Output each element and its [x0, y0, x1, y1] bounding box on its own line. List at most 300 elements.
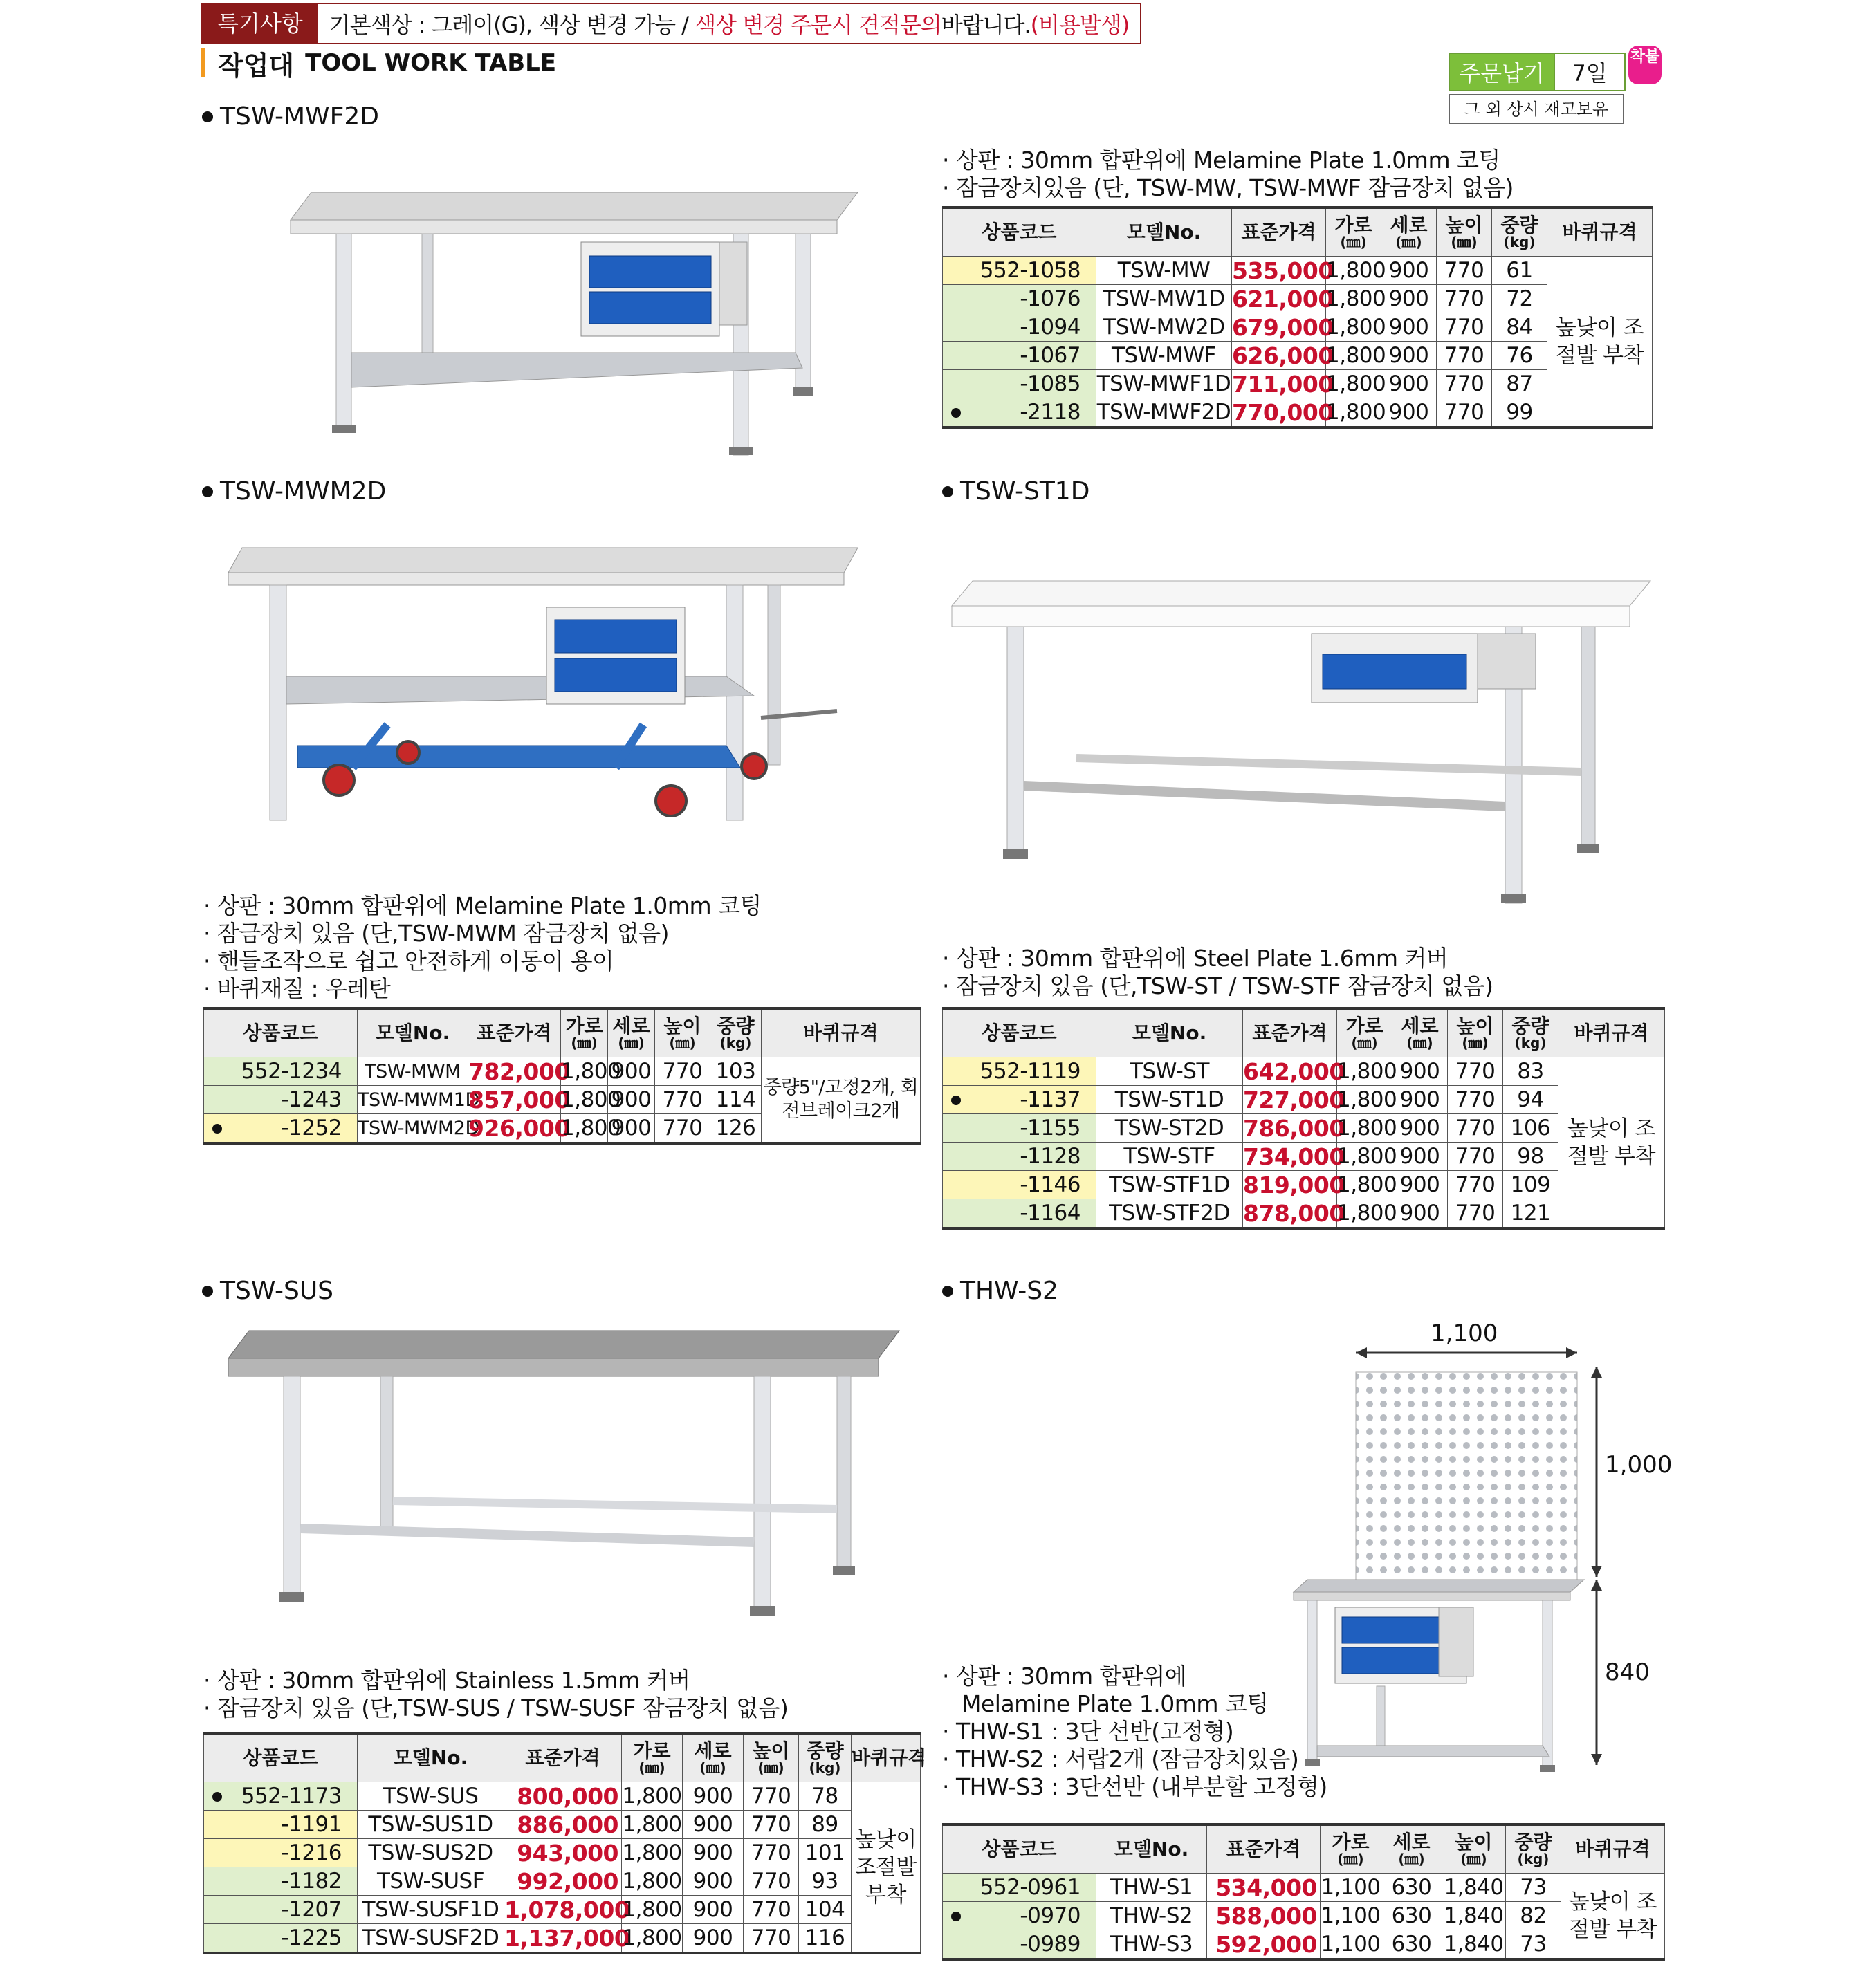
note-line: · THW-S3 : 3단선반 (내부분할 고정형) [942, 1773, 1327, 1800]
cell-text: (kg) [1517, 1851, 1549, 1867]
product-code-cell: -1216 [204, 1839, 358, 1867]
note-line: · THW-S2 : 서랍2개 (잠금장치있음) [942, 1746, 1299, 1773]
table-cell: THW-S3 [1096, 1930, 1207, 1960]
table-cell: 770 [1437, 370, 1492, 398]
table-cell: 1,800 [622, 1867, 683, 1896]
cell-text: 가로 [565, 1015, 603, 1037]
table-cell: 83 [1503, 1057, 1558, 1086]
col-code: 상품코드 [943, 1008, 1096, 1057]
table-cell: 900 [608, 1114, 655, 1144]
col-wheel: 바퀴규격 [1558, 1008, 1665, 1057]
price-cell: 992,000 [504, 1867, 622, 1896]
cell-text: 가로 [1334, 214, 1372, 237]
col-width [1321, 1824, 1381, 1874]
table-cell: 76 [1492, 342, 1547, 370]
table-row [943, 285, 1653, 313]
col-height [655, 1008, 710, 1057]
shipping-badge: 착불 [1628, 46, 1662, 84]
table-cell: 900 [1392, 1143, 1448, 1171]
cell-text: (kg) [809, 1759, 841, 1776]
col-depth [1381, 1824, 1442, 1874]
table-cell: 900 [1381, 370, 1437, 398]
cell-text: 세로 [694, 1739, 732, 1762]
col-price: 표준가격 [504, 1733, 622, 1782]
col-weight [1503, 1008, 1558, 1057]
table-cell: 1,800 [1337, 1143, 1392, 1171]
delivery-label: 주문납기 [1449, 53, 1555, 91]
product-code-cell: -1207 [204, 1896, 358, 1924]
col-depth [608, 1008, 655, 1057]
product-code-cell: -1155 [943, 1114, 1096, 1143]
model-title-thw [942, 1277, 1058, 1305]
dim-panel-label: 1,000 [1605, 1451, 1673, 1479]
note-line: · 잠금장치 있음 (단,TSW-MWM 잠금장치 없음) [203, 920, 669, 947]
table-header [204, 1733, 921, 1782]
col-code: 상품코드 [204, 1008, 358, 1057]
bullet-icon [202, 111, 213, 122]
table-cell: 770 [1448, 1057, 1503, 1086]
table-cell: 103 [710, 1057, 762, 1086]
table-row [204, 1867, 921, 1896]
price-cell: 878,000 [1243, 1199, 1337, 1229]
model-title-text: TSW-ST1D [960, 477, 1090, 506]
product-code-cell: 552-0961 [943, 1874, 1096, 1902]
table-cell: 900 [1392, 1057, 1448, 1086]
table-cell: 630 [1381, 1902, 1442, 1930]
table-cell: TSW-MWM2D [358, 1114, 468, 1144]
product-code-cell [943, 1902, 1096, 1930]
price-cell: 588,000 [1207, 1902, 1321, 1930]
delivery-box [1449, 53, 1626, 91]
title-english: TOOL WORK TABLE [305, 49, 557, 77]
table-header [204, 1008, 921, 1057]
product-code-cell: -1146 [943, 1171, 1096, 1199]
cell-text: 가로 [1345, 1015, 1383, 1037]
table-cell: TSW-STF2D [1096, 1199, 1243, 1229]
table-cell: 770 [744, 1811, 799, 1839]
bullet-icon [942, 1286, 953, 1297]
table-cell: 1,800 [561, 1114, 608, 1144]
spec-table-st [942, 1007, 1665, 1230]
cell-text: 세로 [1390, 214, 1428, 237]
cell-text: 가로 [633, 1739, 671, 1762]
cell-text: (㎜) [1337, 1851, 1364, 1867]
notes-mwm [203, 892, 762, 1003]
table-row [943, 398, 1653, 428]
table-row [943, 370, 1653, 398]
table-cell: 900 [608, 1057, 655, 1086]
price-cell: 592,000 [1207, 1930, 1321, 1960]
note-line: · 상판 : 30mm 합판위에 Melamine Plate 1.0mm 코팅 [203, 892, 762, 919]
price-cell: 535,000 [1232, 257, 1334, 284]
table-cell: 1,800 [1326, 285, 1381, 313]
model-title-text: TSW-MWF2D [220, 102, 379, 131]
model-title-mwm [202, 477, 386, 506]
col-weight [710, 1008, 762, 1057]
dim-table-label: 840 [1605, 1658, 1650, 1686]
table-cell: 82 [1506, 1902, 1561, 1930]
cell-text: (㎜) [1462, 1035, 1489, 1051]
cell-text: (㎜) [1406, 1035, 1433, 1051]
cell-text: 높이 [1455, 1831, 1493, 1854]
col-price: 표준가격 [1243, 1008, 1337, 1057]
product-code-cell [204, 1782, 358, 1811]
table-cell: 770 [655, 1057, 710, 1086]
table-cell: 1,800 [561, 1086, 608, 1114]
note-line: · 바퀴재질 : 우레탄 [203, 975, 391, 1002]
table-cell: 1,100 [1321, 1902, 1381, 1930]
table-cell: TSW-ST [1096, 1057, 1243, 1086]
product-code-cell: -1182 [204, 1867, 358, 1896]
product-code-cell [943, 398, 1096, 428]
table-cell: 109 [1503, 1171, 1558, 1199]
product-code-cell: 552-1119 [943, 1057, 1096, 1086]
note-line: · 상판 : 30mm 합판위에 Steel Plate 1.6mm 커버 [942, 945, 1449, 972]
selected-dot-icon [951, 1096, 961, 1105]
table-cell: 900 [608, 1086, 655, 1114]
notes-st [942, 945, 1493, 1000]
table-cell: 1,800 [622, 1924, 683, 1954]
col-weight [1492, 207, 1547, 257]
table-cell: TSW-SUS2D [358, 1839, 504, 1867]
product-code-cell: -1128 [943, 1143, 1096, 1171]
table-cell: 94 [1503, 1086, 1558, 1114]
product-code-cell: -1076 [943, 285, 1096, 313]
spec-table-thw [942, 1823, 1665, 1961]
col-height [1437, 207, 1492, 257]
price-cell: 770,000 [1232, 398, 1326, 428]
table-cell: TSW-SUS [358, 1782, 504, 1811]
col-depth [1381, 207, 1437, 257]
col-height [1442, 1824, 1506, 1874]
col-width [561, 1008, 608, 1057]
price-cell: 621,000 [1232, 285, 1334, 313]
col-model: 모델No. [1096, 207, 1232, 257]
note-line: · 상판 : 30mm 합판위에 [942, 1663, 1187, 1690]
table-cell: 770 [1437, 285, 1492, 313]
cell-text: 높이 [663, 1015, 701, 1037]
cell-text: -1252 [281, 1116, 342, 1140]
workbench-mwm-image [228, 545, 879, 835]
table-cell: 1,800 [1337, 1199, 1392, 1229]
table-header [943, 207, 1653, 257]
table-cell: 1,840 [1442, 1930, 1506, 1960]
notice-box [201, 3, 1141, 44]
col-wheel: 바퀴규격 [1547, 207, 1653, 257]
table-cell: 900 [1392, 1171, 1448, 1199]
table-cell: 1,800 [1337, 1057, 1392, 1086]
page-title [201, 46, 556, 80]
bullet-icon [202, 486, 213, 497]
wheel-spec: 높낮이 조절발 부착 [1558, 1057, 1665, 1229]
model-title-text: TSW-SUS [220, 1277, 334, 1305]
cell-text: -2118 [1020, 400, 1080, 425]
col-width [1326, 207, 1381, 257]
price-cell: 800,000 [504, 1782, 622, 1811]
table-cell: TSW-MWM1D [358, 1086, 468, 1114]
product-code-cell: -1067 [943, 342, 1096, 370]
model-title-mwf [202, 102, 379, 131]
cell-text: (㎜) [1395, 234, 1422, 250]
workbench-sus-image [228, 1328, 906, 1618]
table-cell: 1,800 [1326, 398, 1381, 428]
product-code-cell: -1085 [943, 370, 1096, 398]
table-cell: 93 [799, 1867, 852, 1896]
table-cell: 900 [683, 1924, 744, 1954]
table-cell: 1,100 [1321, 1930, 1381, 1960]
table-cell: 770 [1437, 257, 1492, 285]
table-cell: 770 [744, 1839, 799, 1867]
note-line: · 핸들조작으로 쉽고 안전하게 이동이 용이 [203, 948, 614, 974]
table-cell: 1,800 [561, 1057, 608, 1086]
wheel-spec: 중량5"/고정2개, 회전브레이크2개 [762, 1057, 921, 1144]
notes-sus [203, 1667, 788, 1722]
delivery-value: 7일 [1555, 53, 1626, 91]
table-row [204, 1896, 921, 1924]
table-cell: TSW-MW1D [1096, 285, 1232, 313]
spec-table-sus [203, 1732, 927, 1954]
table-cell: 900 [683, 1811, 744, 1839]
tool-panel-bench-image [1294, 1342, 1653, 1784]
table-cell: THW-S1 [1096, 1874, 1207, 1902]
cell-text: (㎜) [669, 1035, 696, 1051]
cell-text: 세로 [612, 1015, 650, 1037]
cell-text: (kg) [1503, 234, 1536, 250]
table-cell: 770 [744, 1924, 799, 1954]
table-cell: 630 [1381, 1874, 1442, 1902]
product-code-cell: -1225 [204, 1924, 358, 1954]
col-price: 표준가격 [1207, 1824, 1321, 1874]
cell-text: (㎜) [638, 1759, 665, 1776]
cell-text: (㎜) [1451, 234, 1478, 250]
table-cell: 1,800 [622, 1896, 683, 1924]
table-cell: 900 [1381, 285, 1437, 313]
cell-text: 중량 [1500, 214, 1538, 237]
table-cell: TSW-MW2D [1096, 313, 1232, 342]
cell-text: 세로 [1401, 1015, 1439, 1037]
cell-text: (kg) [719, 1035, 752, 1051]
col-model: 모델No. [358, 1008, 468, 1057]
col-code: 상품코드 [943, 1824, 1096, 1874]
price-cell: 1,078,000 [504, 1896, 630, 1923]
price-cell: 786,000 [1243, 1114, 1345, 1142]
col-price: 표준가격 [468, 1008, 561, 1057]
table-cell: TSW-MWF2D [1096, 398, 1232, 428]
table-cell: 900 [1381, 257, 1437, 285]
price-cell: 642,000 [1243, 1057, 1345, 1085]
table-cell: 770 [1448, 1086, 1503, 1114]
table-cell: 1,800 [622, 1782, 683, 1811]
model-title-text: THW-S2 [960, 1277, 1058, 1305]
cell-text: (㎜) [618, 1035, 645, 1051]
product-code-cell [943, 1086, 1096, 1114]
table-row [943, 342, 1653, 370]
table-cell: 770 [744, 1867, 799, 1896]
table-cell: TSW-SUSF1D [358, 1896, 504, 1924]
note-line: · 잠금장치 있음 (단,TSW-ST / TSW-STF 잠금장치 없음) [942, 972, 1493, 999]
cell-text: 가로 [1332, 1831, 1370, 1854]
price-cell: 734,000 [1243, 1143, 1345, 1170]
table-cell: 1,800 [1326, 257, 1381, 285]
table-cell: 73 [1506, 1930, 1561, 1960]
price-cell: 926,000 [468, 1114, 561, 1144]
cell-text: (㎜) [1460, 1851, 1487, 1867]
cell-text: (kg) [1514, 1035, 1547, 1051]
dim-width-label: 1,100 [1431, 1320, 1498, 1347]
table-cell: 770 [1448, 1114, 1503, 1143]
spec-table-mwm [203, 1007, 921, 1145]
table-cell: 104 [799, 1896, 852, 1924]
table-cell: 84 [1492, 313, 1547, 342]
col-width [1337, 1008, 1392, 1057]
table-row [943, 1930, 1665, 1960]
table-cell: 900 [1392, 1199, 1448, 1229]
table-cell: 770 [655, 1086, 710, 1114]
table-cell: 900 [1381, 398, 1437, 428]
table-header [943, 1008, 1665, 1057]
table-cell: TSW-STF [1096, 1143, 1243, 1171]
table-cell: 770 [655, 1114, 710, 1144]
table-cell: TSW-SUSF2D [358, 1924, 504, 1954]
note-line: · THW-S1 : 3단 선반(고정형) [942, 1718, 1234, 1745]
table-cell: 770 [1448, 1143, 1503, 1171]
selected-dot-icon [212, 1792, 222, 1802]
cell-text: 중량 [1511, 1015, 1549, 1037]
notice-label: 특기사항 [202, 4, 318, 43]
product-code-cell: -1243 [204, 1086, 358, 1114]
table-row [943, 1057, 1665, 1086]
bullet-icon [202, 1286, 213, 1297]
cell-text: 세로 [1392, 1831, 1431, 1854]
col-depth [683, 1733, 744, 1782]
notice-text-b: 색상 변경 주문시 견적문의 [695, 12, 941, 38]
product-code-cell: -1191 [204, 1811, 358, 1839]
table-row [943, 313, 1653, 342]
table-cell: 98 [1503, 1143, 1558, 1171]
price-cell: 943,000 [504, 1839, 622, 1867]
cell-text: -1137 [1020, 1087, 1080, 1112]
product-code-cell: -1094 [943, 313, 1096, 342]
table-row [204, 1924, 921, 1954]
table-cell: THW-S2 [1096, 1902, 1207, 1930]
table-cell: 1,800 [622, 1811, 683, 1839]
col-wheel: 바퀴규격 [852, 1733, 921, 1782]
col-weight [799, 1733, 852, 1782]
workbench-st-image [952, 578, 1657, 903]
product-code-cell [204, 1114, 358, 1144]
table-row [943, 1086, 1665, 1114]
col-height [1448, 1008, 1503, 1057]
price-cell: 857,000 [468, 1086, 570, 1113]
table-cell: 900 [683, 1839, 744, 1867]
table-row [204, 1782, 921, 1811]
workbench-mwf-image [291, 187, 872, 456]
cell-text: 중량 [806, 1739, 844, 1762]
table-cell: 900 [683, 1867, 744, 1896]
table-cell: 1,800 [1326, 313, 1381, 342]
table-row [943, 1114, 1665, 1143]
product-code-cell: -1164 [943, 1199, 1096, 1229]
table-cell: 78 [799, 1782, 852, 1811]
table-cell: 87 [1492, 370, 1547, 398]
product-code-cell: 552-1058 [943, 257, 1096, 285]
table-header [943, 1824, 1665, 1874]
table-cell: TSW-MWF1D [1096, 370, 1232, 398]
table-cell: 1,840 [1442, 1902, 1506, 1930]
note-line: Melamine Plate 1.0mm 코팅 [962, 1690, 1269, 1717]
note-line: · 상판 : 30mm 합판위에 Stainless 1.5mm 커버 [203, 1667, 690, 1694]
table-cell: 126 [710, 1114, 762, 1144]
wheel-spec: 높낮이 조절발 부착 [1561, 1874, 1665, 1960]
table-cell: 770 [1437, 398, 1492, 428]
table-cell: 106 [1503, 1114, 1558, 1143]
table-cell: 770 [1448, 1171, 1503, 1199]
table-cell: 770 [744, 1896, 799, 1924]
cell-text: (㎜) [699, 1759, 726, 1776]
table-cell: 770 [1448, 1199, 1503, 1229]
table-cell: 1,800 [1337, 1086, 1392, 1114]
cell-text: (㎜) [757, 1759, 784, 1776]
table-cell: 101 [799, 1839, 852, 1867]
note-line: · 잠금장치있음 (단, TSW-MW, TSW-MWF 잠금장치 없음) [942, 174, 1514, 201]
notice-text-a: 기본색상 : 그레이(G), 색상 변경 가능 / [329, 12, 689, 38]
table-cell: 770 [744, 1782, 799, 1811]
cell-text: 552-1173 [241, 1784, 342, 1809]
product-code-cell: 552-1234 [204, 1057, 358, 1086]
col-price: 표준가격 [1232, 207, 1326, 257]
table-cell: 1,800 [1337, 1114, 1392, 1143]
col-weight [1506, 1824, 1561, 1874]
price-cell: 679,000 [1232, 313, 1334, 341]
table-cell: TSW-MW [1096, 257, 1232, 285]
col-code: 상품코드 [943, 207, 1096, 257]
table-cell: 900 [1381, 313, 1437, 342]
table-cell: 89 [799, 1811, 852, 1839]
cell-text: (㎜) [571, 1035, 598, 1051]
table-row [943, 1902, 1665, 1930]
col-width [622, 1733, 683, 1782]
price-cell: 626,000 [1232, 342, 1334, 369]
price-cell: 782,000 [468, 1057, 570, 1085]
table-cell: TSW-ST1D [1096, 1086, 1243, 1114]
col-code: 상품코드 [204, 1733, 358, 1782]
price-cell: 819,000 [1243, 1171, 1345, 1199]
table-cell: 900 [1392, 1114, 1448, 1143]
col-model: 모델No. [1096, 1008, 1243, 1057]
note-line: · 상판 : 30mm 합판위에 Melamine Plate 1.0mm 코팅 [942, 147, 1500, 174]
delivery-sub: 그 외 상시 재고보유 [1449, 94, 1624, 124]
col-wheel: 바퀴규격 [762, 1008, 921, 1057]
price-cell: 534,000 [1207, 1874, 1321, 1902]
table-cell: 1,800 [1326, 342, 1381, 370]
table-cell: 770 [1437, 313, 1492, 342]
table-cell: 630 [1381, 1930, 1442, 1960]
cell-text: -0970 [1020, 1903, 1080, 1928]
table-cell: TSW-ST2D [1096, 1114, 1243, 1143]
table-cell: 1,800 [1326, 370, 1381, 398]
cell-text: 중량 [1514, 1831, 1552, 1854]
table-row [204, 1811, 921, 1839]
table-row [943, 1199, 1665, 1229]
table-cell: 73 [1506, 1874, 1561, 1902]
col-height [744, 1733, 799, 1782]
spec-table-mwf [942, 206, 1653, 429]
cell-text: 높이 [752, 1739, 790, 1762]
table-cell: 1,840 [1442, 1874, 1506, 1902]
table-cell: 114 [710, 1086, 762, 1114]
model-title-sus [202, 1277, 333, 1305]
wheel-spec: 높낮이 조절발 부착 [852, 1782, 921, 1954]
